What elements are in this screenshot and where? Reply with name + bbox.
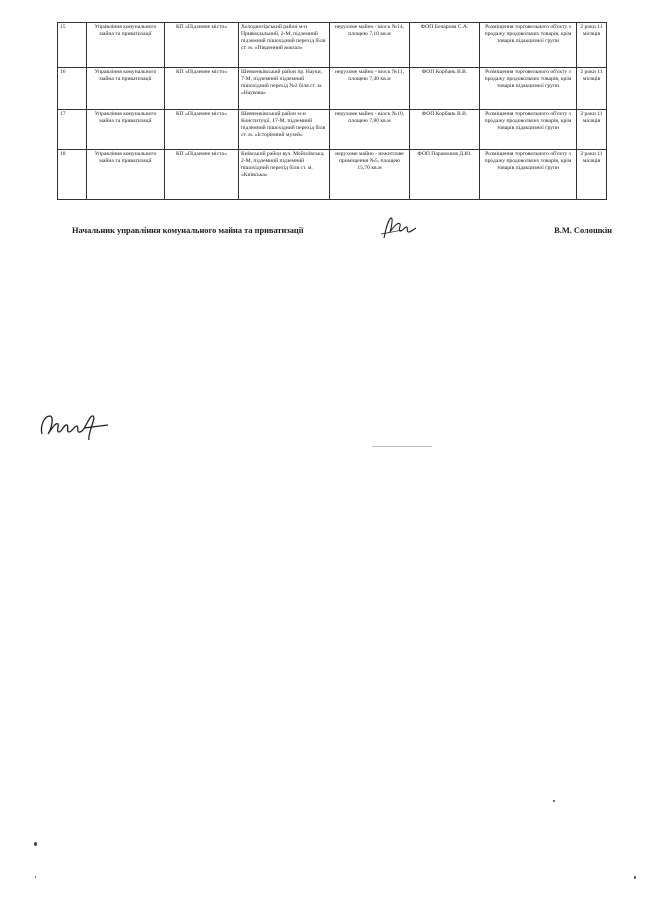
- scan-artifact: [372, 446, 432, 447]
- row-number: 15: [58, 23, 87, 68]
- address-cell: Шевченківський район м-н Конституції, 17-М, підземний підземний пішохідний перехід біля ст. м. «Історичний музей»: [239, 110, 330, 150]
- signatory-title: Начальник управління комунального майна та приватизації: [72, 226, 304, 235]
- tenant-cell: ФОП Корбань В.В.: [410, 68, 480, 110]
- term-cell: 2 роки 11 місяців: [577, 150, 607, 200]
- table-row: [58, 23, 607, 68]
- tenant-cell: ФОП Бочарова С.А.: [410, 23, 480, 68]
- handwritten-signature: [378, 214, 418, 244]
- purpose-cell: Розміщення торговельного об'єкту з продажу продовольчих товарів, крім товарів підакцизної групи: [480, 110, 577, 150]
- object-cell: нерухоме майно - нежитлове приміщення №5, площею 15,70 кв.м: [330, 150, 410, 200]
- scan-artifact: [634, 876, 636, 879]
- table-body: [58, 23, 607, 200]
- handwritten-initials: [38, 408, 110, 444]
- holder-cell: Управління комунального майна та приватизації: [87, 150, 165, 200]
- signatory-name: В.М. Солошкін: [554, 226, 612, 235]
- row-number: 18: [58, 150, 87, 200]
- term-cell: 2 роки 11 місяців: [577, 110, 607, 150]
- scan-artifact: [553, 800, 555, 802]
- address-cell: Шевченківський район пр. Науки, 7-М, підземний підземний пішохідний перехід №2 біля ст. м. «Наукова»: [239, 68, 330, 110]
- balance-holder-cell: КП «Підземне місто»: [165, 68, 239, 110]
- holder-cell: Управління комунального майна та приватизації: [87, 23, 165, 68]
- balance-holder-cell: КП «Підземне місто»: [165, 110, 239, 150]
- table-row: [58, 68, 607, 110]
- signature-block: [72, 226, 612, 240]
- holder-cell: Управління комунального майна та приватизації: [87, 110, 165, 150]
- table-row: [58, 150, 607, 200]
- address-cell: Київський район вул. Мойсеївська, 2-М, підземний підземний пішохідний перехід біля ст. м. «Київська»: [239, 150, 330, 200]
- tenant-cell: ФОП Корбань В.В.: [410, 110, 480, 150]
- balance-holder-cell: КП «Підземне місто»: [165, 150, 239, 200]
- purpose-cell: Розміщення торговельного об'єкту з продажу продовольчих товарів, крім товарів підакцизної групи: [480, 150, 577, 200]
- holder-cell: Управління комунального майна та приватизації: [87, 68, 165, 110]
- tenant-cell: ФОП Парамонов Д.Ю.: [410, 150, 480, 200]
- row-number: 17: [58, 110, 87, 150]
- purpose-cell: Розміщення торговельного об'єкту з продажу продовольчих товарів, крім товарів підакцизної групи: [480, 68, 577, 110]
- row-number: 16: [58, 68, 87, 110]
- object-cell: нерухоме майно - віоск №11, площею 7,40 кв.м: [330, 68, 410, 110]
- address-cell: Холодногірський район м-н Привокзальний, 2-М, підземний підземний пішохідний перехід біля ст. м. «Південний вокзал»: [239, 23, 330, 68]
- object-cell: нерухоме майно - віоск №14, площею 7,10 кв.м: [330, 23, 410, 68]
- object-cell: нерухоме майно - віоск №10, площею 7,80 кв.м: [330, 110, 410, 150]
- balance-holder-cell: КП «Підземне місто»: [165, 23, 239, 68]
- scan-artifact: [34, 842, 37, 846]
- lease-table: [57, 22, 607, 200]
- term-cell: 2 роки 11 місяців: [577, 68, 607, 110]
- purpose-cell: Розміщення торговельного об'єкту з продажу продовольчих товарів, крім товарів підакцизної групи: [480, 23, 577, 68]
- term-cell: 2 роки 11 місяців: [577, 23, 607, 68]
- table-row: [58, 110, 607, 150]
- scan-artifact: [35, 876, 36, 878]
